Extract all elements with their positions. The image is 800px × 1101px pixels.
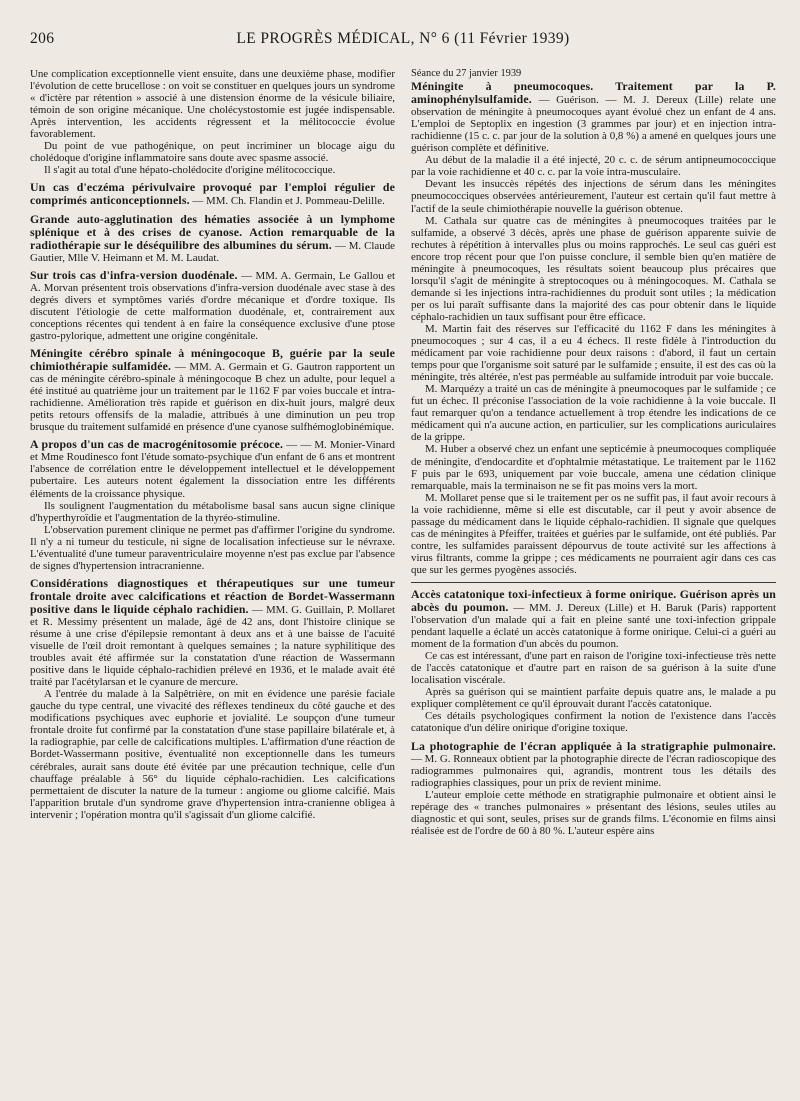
article-paragraph: M. Cathala sur quatre cas de méningites à pneumocoques traitées par le sulfamide, a observé 3 décès, après une phase de guérison apparente suivie de rechutes à répétition à intervalles plus ou moins rapprochés. Le seul cas guéri est encore trop récent pour que l'on puisse conclure, il semble bien qu'en matière de méningite à pneumocoques, les résultats soient beaucoup plus précaires que lorsqu'il s'agit de méningite à streptocoques ou à méningocoques. M. Cathala se demande si les injections intra-rachidiennes du produit sont utiles ; la médication per os lui paraît suffisante dans la majorité des cas pour obtenir dans le liquide céphalo-rachidien un taux suffisant pour être efficace.: [411, 214, 776, 323]
article-heading: Méningite cérébro spinale à méningocoque B, guérie par la seule chimiothérapie sulfamidée.: [30, 345, 395, 374]
article-paragraph: Ces détails psychologiques confirment la notion de l'existence dans l'accès catatonique d'un délire onirique d'origine toxique.: [411, 710, 776, 735]
article-paragraph: M. Martin fait des réserves sur l'efficacité du 1162 F dans les méningites à pneumocoques ; sur 4 cas, il a eu 4 échecs. Il reste fidèle à l'introduction du médicament par voie rachidienne pour deux raisons : d'abord, il faut un certain temps pour que l'organisme soit saturé par le sulfamide ; ensuite, il est des cas où la méningite, très altérée, n'est pas perméable au sulfamide introduit par voie buccale.: [411, 322, 776, 384]
article-paragraph: L'observation purement clinique ne permet pas d'affirmer l'origine du syndrome. Il n'y a ni tumeur du testicule, ni signe de localisation infectieuse sur le névraxe. L'éventualité d'une tumeur paraventriculaire moyenne n'est pas exclue par l'absence de signes d'hypertension intracranienne.: [30, 523, 395, 572]
article-paragraph: Au début de la maladie il a été injecté, 20 c. c. de sérum antipneumococcique par la voie rachidienne et 40 c. c. par la voie intra-musculaire.: [411, 154, 776, 179]
article-lead: — MM. J. Dereux (Lille) et H. Baruk (Paris) rapportent l'observation d'un malade qui a fait en pleine santé une toxi-infection grippale pendant laquelle a éclaté un accès catatonique à forme onirique. Celui-ci a guéri au moment de la formation d'un abcès du poumon.: [411, 602, 776, 651]
article-heading: Méningite à pneumocoques. Traitement par la P. aminophénylsulfamide.: [411, 79, 776, 107]
two-column-body: [30, 68, 776, 837]
article-tumeur-frontale: [30, 577, 395, 821]
article-paragraph: M. Huber a observé chez un enfant une septicémie à pneumocoques compliquée de méningite, d'endocardite et d'ophtalmie métastatique. Le traitement par le 1162 F puis par le 693, uniquement par voie buccale, amena une cédation clinique remarquable, mais la terminaison ne se fit pas moins vers la mort.: [411, 443, 776, 492]
article-catatonique: [411, 588, 776, 735]
article-macrogenitosomie: [30, 438, 395, 572]
article-paragraph: A l'entrée du malade à la Salpêtrière, on mit en évidence une parésie faciale gauche du type central, une vivacité des réflexes tendineux du côté gauche et des modifications psychiques avec euphorie et jovialité. Le soupçon d'une tumeur frontale droite fut confirmé par la constatation d'une stase papillaire bilatérale et, à la radiographie, par celle de calcifications multiples. L'affirmation d'une réaction de Bordet-Wassermann positive, éventualité non exceptionnelle dans les tumeurs cérébrales, aurait sans doute été évitée par une précaution technique, celle d'un chauffage préalable à 56° du liquide céphalo-rachidien. Les calcifications permettaient de discuter la nature de la tumeur : angiome ou gliome calcifié. Mais l'apparition brutale d'un syndrome grave d'hypertension intra-cranienne obligea à intervenir ; l'opération montra qu'il s'agissait d'un gliome calcifié.: [30, 688, 395, 821]
right-column: [411, 68, 776, 837]
session-label: Séance du 27 janvier 1939: [411, 68, 522, 79]
intro-paragraph: Il s'agit au total d'une hépato-cholédocite d'origine mélitococcique.: [44, 164, 336, 177]
article-meningite-b: [30, 347, 395, 433]
article-paragraph: Après sa guérison qui se maintient parfaite depuis quatre ans, le malade a pu expliquer complètement ce qu'il éprouvait durant l'accès catatonique.: [411, 686, 776, 711]
article-lead: — — M. Monier-Vinard et Mme Roudinesco font l'étude somato-psychique d'un enfant de 6 ans et montrent l'absence de corrélation entre le développement intellectuel et le développement pubertaire. Les auteurs notent également la dissociation entre les différents éléments de la croissance physique.: [30, 439, 395, 500]
article-lead: — MM. G. Guillain, P. Mollaret et R. Messimy présentent un malade, âgé de 42 ans, dont l'histoire clinique se résume à une crise d'épilepsie remontant à deux ans et à une baisse de l'acuité visuelle de l'œil droit remontant à quelques semaines ; la nature syphilitique des troubles avait été affirmée sur la constatation d'une réaction de Wassermann positive dans le liquide céphalo-rachidien prélevé en 1936, et le malade avait été traité par l'acétylarsan et le cyanure de mercure.: [30, 603, 395, 689]
article-heading: Grande auto-agglutination des hématies associée à un lymphome splénique et à des crises de cyanose. Action remarquable de la radiothérapie sur le déséquilibre des albumines du sérum.: [30, 211, 395, 252]
article-lead: — Guérison. — M. J. Dereux (Lille) relate une observation de méningite à pneumocoques ayant évolué chez un enfant de 4 ans. L'emploi de Septoplix en ingestion (3 grammes par jour) et en injection intra-rachidienne (15 c. c. par jour de la solution à 0,8 %) a amené en quelques jours une guérison complète et définitive.: [411, 94, 776, 155]
article-lead: — MM. A. Germain et G. Gautron rapportent un cas de méningite cérébro-spinale à méningocoque B chez un adulte, pour lequel a été institué au quatrième jour un traitement par le 1162 F par voies buccale et intra-rachidienne. Amélioration très rapide et guérison en dix-huit jours, malgré deux petits retours offensifs de la maladie, attribués à une diminution un peu trop brusque du traitement sulfamidé en présence d'une cyanose sulfhémoglobinémique.: [30, 361, 395, 434]
article-paragraph: L'auteur emploie cette méthode en stratigraphie pulmonaire et obtient ainsi le repérage des « tranches pulmonaires » présentant des lésions, seules utiles au diagnostic et qui sont, seules, prises sur de grands films. L'économie en films ainsi réalisée est de l'ordre de 60 à 80 %. L'auteur espère ains: [411, 788, 776, 837]
section-divider: [411, 582, 776, 583]
intro-paragraph: Du point de vue pathogénique, on peut incriminer un blocage aigu du cholédoque d'origine inflammatoire sans doute avec spasme associé.: [30, 140, 395, 165]
article-heading: A propos d'un cas de macrogénitosomie précoce.: [30, 437, 284, 452]
article-lead: — MM. A. Germain, Le Gallou et A. Morvan présentent trois observations d'infra-version duodénale avec stase à des degrés divers et symptômes variés d'ordre mécanique et d'ordre toxique. Ils discutent l'étiologie de cette malformation duodénale, et, contrairement aux conceptions récentes qui tendent à en faire la conséquence exclusive d'une ptose gastro-pylorique, admettent une origine congénitale.: [30, 269, 395, 342]
intro-paragraph: Une complication exceptionnelle vient ensuite, dans une deuxième phase, modifier l'évolution de cette brucellose : on voit se constituer en quelques jours un syndrome « d'ictère par rétention » associé à une distension énorme de la vésicule biliaire, témoin de son origine mécanique. Une cholécystostomie est jugée indispensable. Après intervention, les accidents régressent et la mélitococcie évolue favorablement.: [30, 68, 395, 141]
article-heading: Sur trois cas d'infra-version duodénale.: [30, 267, 238, 282]
article-infra-version: [30, 269, 395, 342]
article-auto-agglutination: [30, 213, 395, 264]
article-paragraph: Devant les insuccès répétés des injections de sérum dans les méningites pneumococciques observées antérieurement, l'auteur est certain qu'il faut mettre à l'actif de la seule chimiothérapie nouvelle la guérison obtenue.: [411, 178, 776, 215]
article-paragraph: Ce cas est intéressant, d'une part en raison de l'origine toxi-infectieuse très nette de l'accès catatonique et d'autre part en raison de sa guérison à la suite d'une localisation viscérale.: [411, 650, 776, 687]
article-lead: — M. Claude Gautier, Mlle V. Heimann et M. M. Laudat.: [30, 239, 395, 264]
left-column: [30, 68, 395, 837]
article-paragraph: M. Mollaret pense que si le traitement per os ne suffit pas, il faut avoir recours à la voie rachidienne, même si elle est discutable, car il peut y avoir absence de passage du médicament dans le liquide céphalo-rachidien. Il signale que quelques cas de méningites à Pfeiffer, traitées et guéries par le sulfamide, ont été publiés. Par contre, les sulfamides paraissent dépourvus de toute activité sur les affections à virus filtrants, comme la grippe ; ces médicaments ne pourraient agir dans ces cas que sur les germes pyogènes associés.: [411, 491, 776, 576]
journal-title: LE PROGRÈS MÉDICAL, N° 6 (11 Février 1939): [236, 30, 570, 47]
article-lead: — MM. Ch. Flandin et J. Pommeau-Delille.: [192, 195, 385, 208]
article-heading: Accès catatonique toxi-infectieux à forme onirique. Guérison après un abcès du poumon.: [411, 586, 776, 615]
article-stratigraphie: [411, 740, 776, 837]
article-heading: La photographie de l'écran appliquée à la stratigraphie pulmonaire.: [411, 738, 776, 753]
article-heading: Considérations diagnostiques et thérapeutiques sur une tumeur frontale droite avec calcifications et réaction de Bordet-Wassermann positive dans le liquide céphalo rachidien.: [30, 575, 395, 616]
article-pneumocoques: [411, 80, 776, 576]
article-paragraph: M. Marquézy a traité un cas de méningite à pneumocoques par le sulfamide ; ce fut un échec. Il préconise l'association de la voie rachidienne à la voie buccale. Il faut remarquer qu'on a tendance actuellement à trop étendre les indications de ce médicament qui n'a aucune action, en particulier, sur les complications auriculaires de la grippe.: [411, 383, 776, 444]
article-lead: — M. G. Ronneaux obtient par la photographie directe de l'écran radioscopique des radiogrammes pulmonaires qui, agrandis, montrent tous les détails des radiographies classiques, pour un prix de revient minime.: [411, 752, 776, 789]
article-paragraph: Ils soulignent l'augmentation du métabolisme basal sans aucun signe clinique d'hyperthyroïdie et l'augmentation de la thyréo-stimuline.: [30, 499, 395, 524]
article-heading: Un cas d'eczéma périvulvaire provoqué par l'emploi régulier de comprimés anticonceptionnels.: [30, 180, 395, 208]
page-header: [30, 30, 776, 54]
page-number: 206: [30, 30, 55, 47]
article-eczema: [30, 181, 395, 207]
